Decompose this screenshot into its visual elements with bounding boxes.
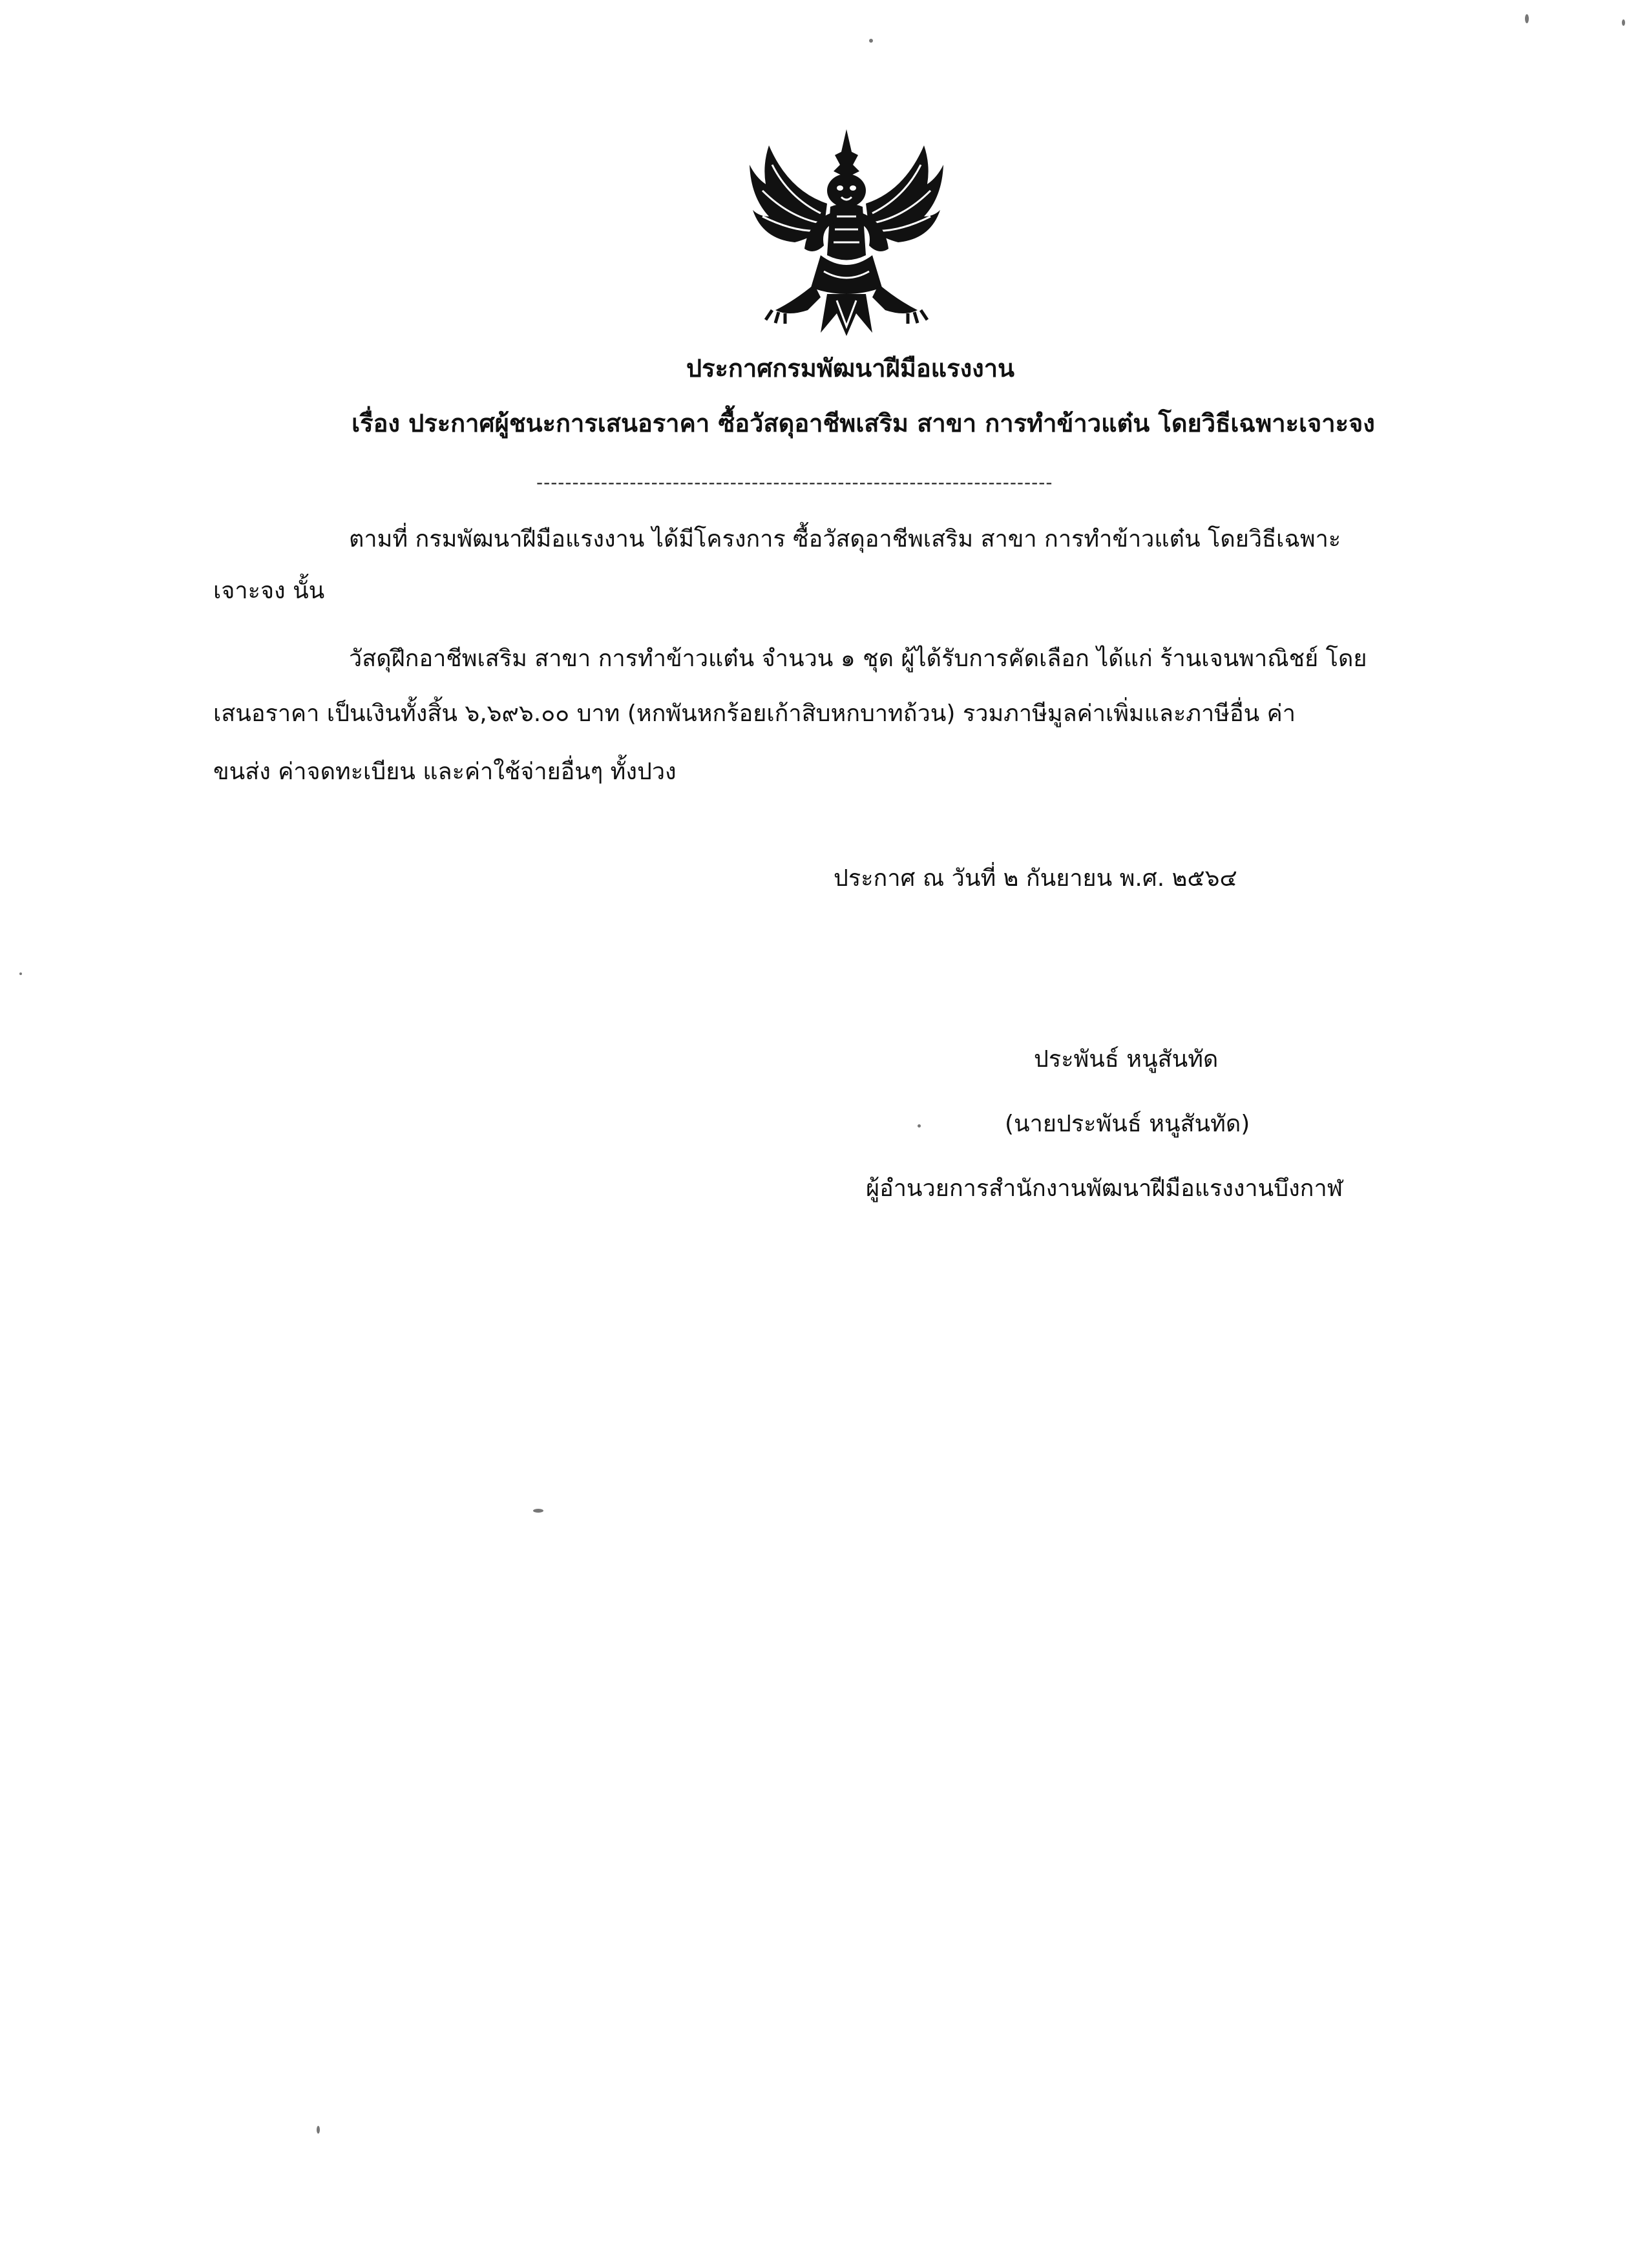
scan-speck	[918, 1124, 921, 1128]
paragraph-2-line-3: ขนส่ง ค่าจดทะเบียน และค่าใช้จ่ายอื่นๆ ทั้งปวง	[213, 759, 677, 785]
scan-speck	[1525, 14, 1529, 23]
paragraph-2-line-1: วัสดุฝึกอาชีพเสริม สาขา การทำข้าวแต๋น จำนวน ๑ ชุด ผู้ได้รับการคัดเลือก ได้แก่ ร้านเจนพาณิชย์ โดย	[349, 646, 1367, 672]
divider-line: ------------------------------------------------------------------------	[536, 472, 1053, 493]
paragraph-1-line-2: เจาะจง นั้น	[213, 578, 325, 604]
signatory-full-name: (นายประพันธ์ หนูสันทัด)	[1005, 1111, 1250, 1137]
paragraph-2-line-2: เสนอราคา เป็นเงินทั้งสิ้น ๖,๖๙๖.๐๐ บาท (หกพันหกร้อยเก้าสิบหกบาทถ้วน) รวมภาษีมูลค่าเพิ่มและภาษีอื่น ค่า	[213, 700, 1296, 727]
scan-speck	[1622, 19, 1625, 26]
garuda-emblem-icon	[743, 126, 950, 339]
scan-speck	[317, 2126, 320, 2134]
scan-speck	[869, 39, 873, 43]
paragraph-1-line-1: ตามที่ กรมพัฒนาฝีมือแรงงาน ได้มีโครงการ ซื้อวัสดุอาชีพเสริม สาขา การทำข้าวแต๋น โดยวิธีเฉพาะ	[349, 526, 1341, 552]
scan-speck	[19, 972, 22, 975]
signatory-position: ผู้อำนวยการสำนักงานพัฒนาฝีมือแรงงานบึงกาฬ	[866, 1175, 1343, 1202]
signature-name: ประพันธ์ หนูสันทัด	[1034, 1046, 1219, 1073]
scan-speck	[533, 1509, 543, 1513]
announcement-subject: เรื่อง ประกาศผู้ชนะการเสนอราคา ซื้อวัสดุอาชีพเสริม สาขา การทำข้าวแต๋น โดยวิธีเฉพาะเจาะจง	[352, 409, 1375, 437]
announcement-title: ประกาศกรมพัฒนาฝีมือแรงงาน	[686, 354, 1015, 383]
announcement-date: ประกาศ ณ วันที่ ๒ กันยายน พ.ศ. ๒๕๖๔	[834, 865, 1237, 892]
